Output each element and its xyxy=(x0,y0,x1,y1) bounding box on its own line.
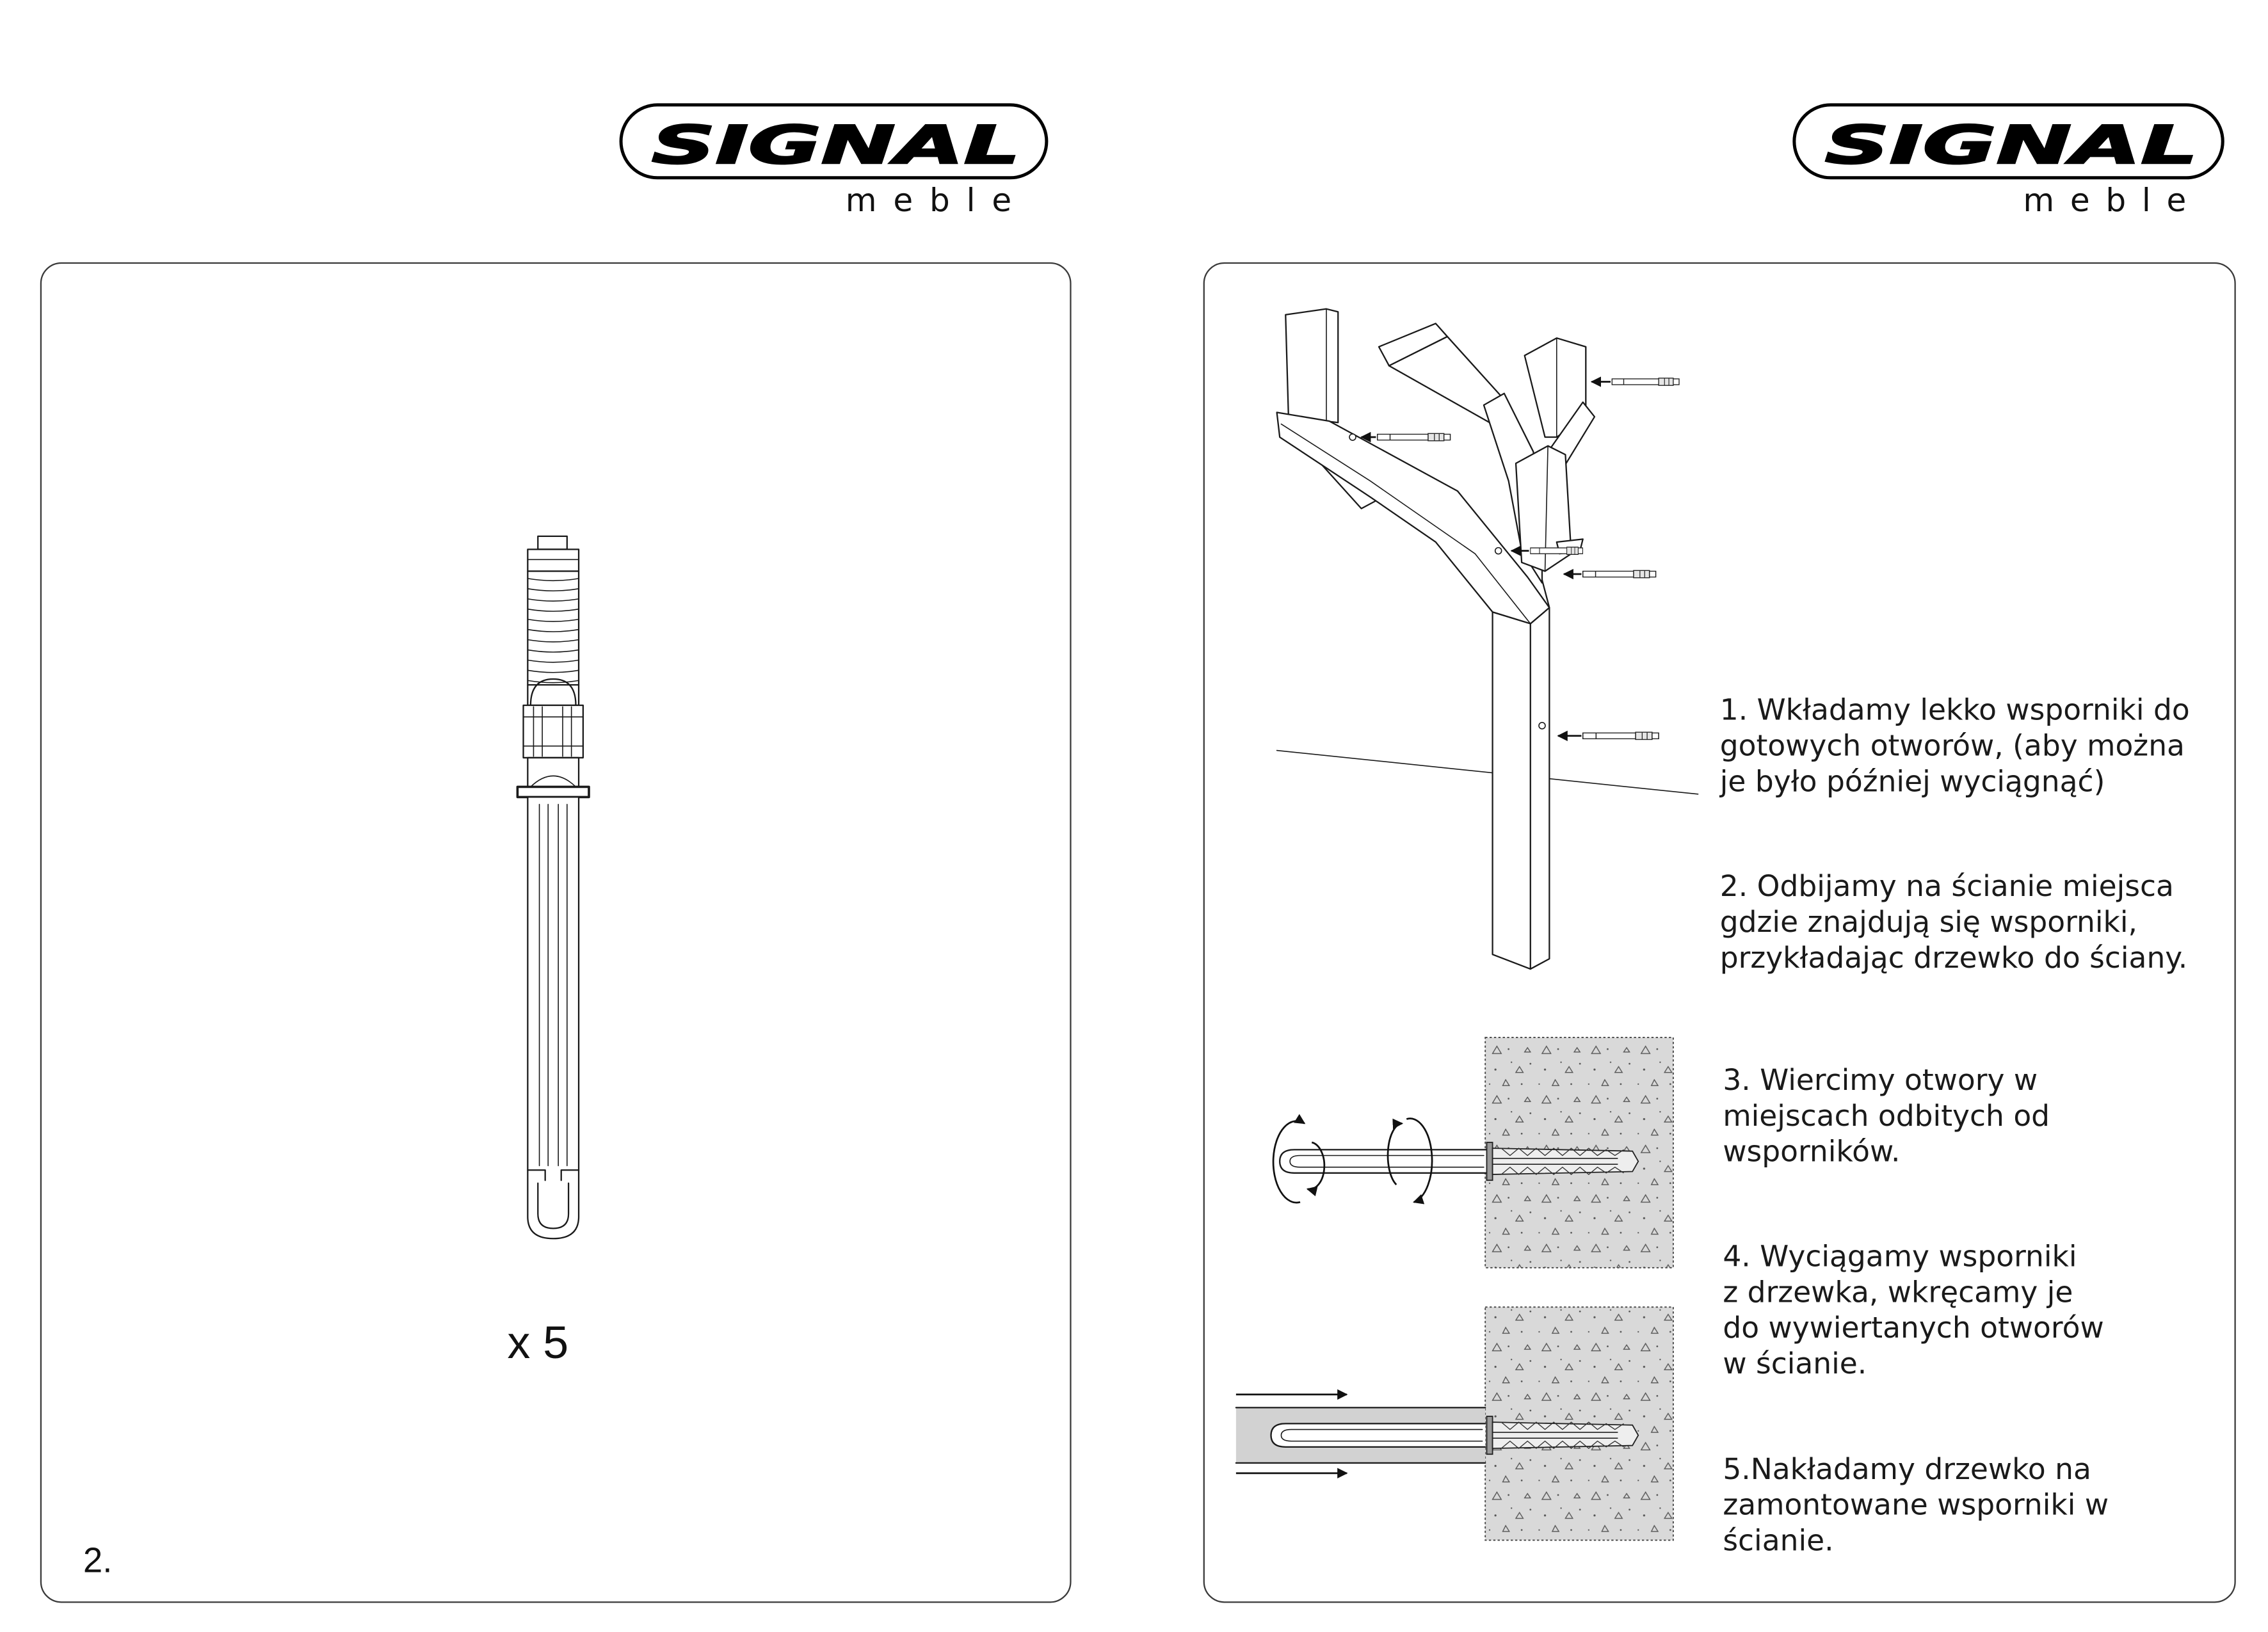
logo-right xyxy=(1794,105,2223,219)
logo-brand-text: SIGNAL xyxy=(651,115,1020,177)
wall-bracket xyxy=(1531,547,1583,554)
wall-anchor-illustration xyxy=(517,536,589,1238)
step-5 xyxy=(1723,1452,2109,1558)
step-text-line: ścianie. xyxy=(1723,1523,1834,1558)
step-text-line: przykładając drzewko do ściany. xyxy=(1719,940,2188,975)
step-text-line: gdzie znajdują się wsporniki, xyxy=(1719,905,2137,940)
step-text-line: 5.Nakładamy drzewko na xyxy=(1723,1452,2091,1486)
wall-bracket xyxy=(1583,570,1656,577)
step-text-line: je było później wyciągnąć) xyxy=(1719,764,2105,799)
step-text-line: w ścianie. xyxy=(1723,1346,1867,1380)
step-text-line: do wywiertanych otworów xyxy=(1723,1311,2104,1345)
mounting-hole xyxy=(1539,723,1545,729)
anchor-hex-nut xyxy=(524,705,583,758)
logo-brand-text: SIGNAL xyxy=(1824,115,2198,177)
wall-bracket xyxy=(1378,433,1451,440)
step-text-line: 4. Wyciągamy wsporniki xyxy=(1723,1239,2077,1274)
mounting-hole xyxy=(1349,434,1356,440)
quantity-label: x 5 xyxy=(507,1316,569,1368)
tree-shelf-illustration xyxy=(1277,309,1698,969)
anchor-nut-top xyxy=(538,536,567,549)
step-text-line: miejscach odbitych od xyxy=(1723,1098,2050,1133)
step-text-line: zamontowane wsporniki w xyxy=(1723,1487,2109,1522)
step-text-line: 3. Wiercimy otwory w xyxy=(1723,1063,2038,1098)
step-text-line: wsporników. xyxy=(1723,1134,1901,1169)
step-text-line: 1. Wkładamy lekko wsporniki do xyxy=(1719,692,2190,727)
anchor-shaft xyxy=(527,797,579,1238)
logo-tagline-text: meble xyxy=(845,182,1012,220)
wall-floor-line xyxy=(1277,751,1698,794)
step-text-line: z drzewka, wkręcamy je xyxy=(1723,1275,2073,1309)
wall-bracket xyxy=(1583,732,1659,739)
step-text-line: gotowych otworów, (aby można xyxy=(1719,728,2185,763)
tree-trunk xyxy=(1493,607,1550,969)
page-number: 2. xyxy=(83,1540,113,1580)
wall-bracket xyxy=(1612,378,1679,385)
mounting-illustration xyxy=(1236,1307,1673,1540)
anchor-ribbed-sleeve xyxy=(527,572,579,685)
step-3 xyxy=(1723,1063,2050,1169)
anchor-flange xyxy=(517,787,589,797)
tree-board xyxy=(1285,309,1338,423)
step-text-line: 2. Odbijamy na ścianie miejsca xyxy=(1719,869,2174,904)
step-1 xyxy=(1719,693,2190,799)
anchor-head xyxy=(527,549,579,571)
mounting-hole xyxy=(1495,548,1502,554)
drilling-illustration xyxy=(1273,1037,1673,1268)
step-4 xyxy=(1723,1240,2103,1380)
logo-tagline-text: meble xyxy=(2023,182,2187,220)
bracket-shaft xyxy=(1271,1423,1486,1446)
logo-left xyxy=(621,105,1047,219)
bracket-shaft xyxy=(1280,1149,1486,1172)
step-2 xyxy=(1720,869,2187,975)
